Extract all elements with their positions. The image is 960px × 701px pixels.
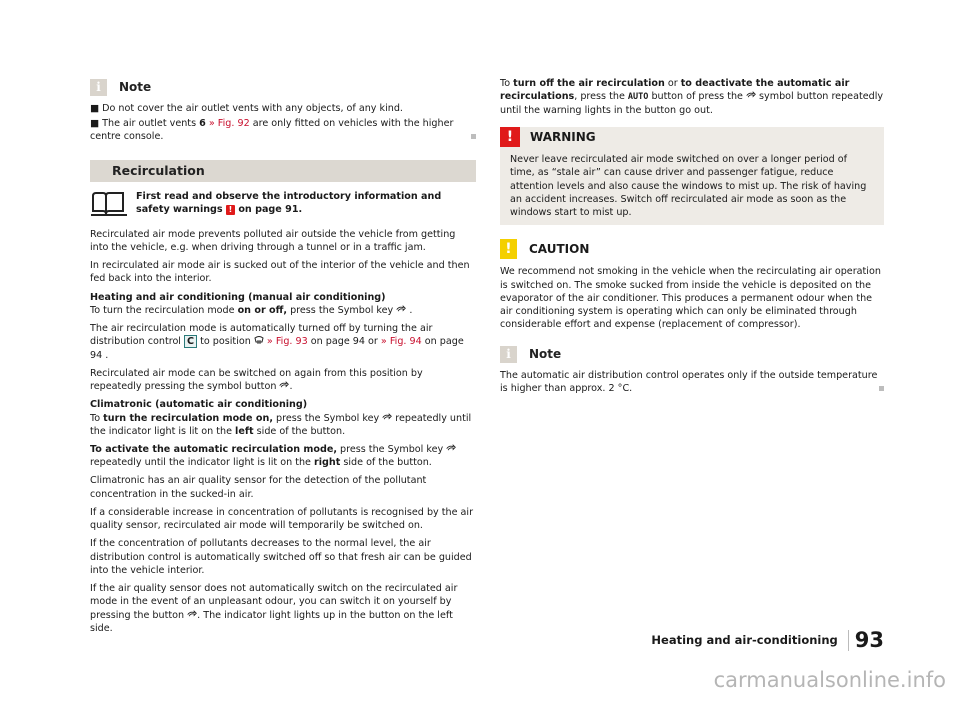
fig-92-link[interactable]: » Fig. 92 xyxy=(208,118,250,130)
paragraph: Recirculated air mode prevents polluted air outside the vehicle from getting into the vehicle, e.g. when driving through a tunnel or in a traffic jam. xyxy=(90,228,456,253)
caution-text: We recommend not smoking in the vehicle when the recirculating air operation is switched on. The smoke sucked from inside the vehicle is deposited on the evaporator of the air conditioner. This produces a permanent odour when the air conditioning system is operating which can only be eliminated through considerable effort and expense (replacement of compressor). xyxy=(500,266,881,331)
note-bullet-1: ■ Do not cover the air outlet vents with any objects, of any kind. xyxy=(90,103,403,114)
left-column xyxy=(90,79,476,640)
warning-text: Never leave recirculated air mode switched on over a longer period of time, as “stale air” can cause driver and passenger fatigue, reduce attention levels and also cause the windows to mist up. The risk of having an accident increases. Switch off recirculated air mode as soon as the windows start to mist up. xyxy=(510,154,867,219)
control-c-label: C xyxy=(184,335,197,348)
note-heading xyxy=(500,346,884,363)
paragraph: To turn the recirculation mode on, press the Symbol key repeatedly until the indicator light is lit on the left side of the button. xyxy=(90,412,472,437)
page-footer xyxy=(651,630,884,651)
caution-icon: ! xyxy=(500,239,517,259)
warning-heading xyxy=(500,127,884,147)
right-column xyxy=(500,77,884,400)
caution-heading xyxy=(500,239,884,259)
book-icon xyxy=(90,190,128,218)
recirculation-icon xyxy=(382,412,392,422)
paragraph: The air recirculation mode is automatically turned off by turning the air distribution control C to position » Fig. 93 on page 94 or » Fig. 94 on page 94 . xyxy=(90,323,464,361)
first-read-notice: First read and observe the introductory information and safety warnings ! on page 91. xyxy=(90,190,476,218)
info-icon: i xyxy=(500,346,517,363)
watermark: carmanualsonline.info xyxy=(713,668,946,693)
note-bullet-2: ■ The air outlet vents 6 » Fig. 92 are only fitted on vehicles with the higher centre console. xyxy=(90,117,476,143)
warning-box xyxy=(500,127,884,225)
paragraph: Recirculated air mode can be switched on again from this position by repeatedly pressing the symbol button . xyxy=(90,367,423,393)
recirculation-icon xyxy=(279,380,289,390)
section-heading-recirculation: Recirculation xyxy=(90,160,476,182)
recirculation-icon xyxy=(187,609,197,619)
note-title: Note xyxy=(119,80,152,95)
paragraph: Climatronic has an air quality sensor for the detection of the pollutant concentration in the sucked-in air. xyxy=(90,475,427,500)
paragraph: In recirculated air mode air is sucked out of the interior of the vehicle and then fed back into the interior. xyxy=(90,260,470,285)
fig-93-link[interactable]: » Fig. 93 xyxy=(266,336,308,348)
paragraph: If a considerable increase in concentration of pollutants is recognised by the air quality sensor, recirculated air mode will temporarily be switched on. xyxy=(90,506,474,532)
caution-title: CAUTION xyxy=(529,242,590,257)
paragraph: To activate the automatic recirculation mode, press the Symbol key repeatedly until the indicator light is lit on the right side of the button. xyxy=(90,443,476,469)
note-heading xyxy=(90,79,476,96)
note-title: Note xyxy=(529,346,562,361)
page-number: 93 xyxy=(848,630,884,651)
warning-icon: ! xyxy=(226,205,235,215)
paragraph: If the air quality sensor does not automatically switch on the recirculated air mode in the event of an unpleasant odour, you can switch it on yourself by pressing the button . The indicator light lights up in the button on the left side. xyxy=(90,583,458,634)
warning-title: WARNING xyxy=(530,129,596,144)
fig-94-link[interactable]: » Fig. 94 xyxy=(380,336,422,348)
auto-button-label: AUTO xyxy=(627,92,649,103)
subheading-climatronic: Climatronic (automatic air conditioning) xyxy=(90,399,308,411)
subheading-manual: Heating and air conditioning (manual air conditioning) xyxy=(90,291,386,303)
section-end-mark xyxy=(471,134,476,139)
warning-icon: ! xyxy=(500,127,520,147)
recirculation-icon xyxy=(396,304,406,314)
paragraph: To turn the recirculation mode on or off, press the Symbol key . xyxy=(90,304,413,316)
windscreen-defrost-icon xyxy=(254,335,264,345)
footer-chapter-title: Heating and air-conditioning xyxy=(651,633,838,648)
recirculation-icon xyxy=(446,443,456,453)
paragraph: To turn off the air recirculation or to deactivate the automatic air recirculations, press the AUTO button of press the symbol button repeatedly until the warning lights in the button go out. xyxy=(500,78,884,116)
section-end-mark xyxy=(879,386,884,391)
recirculation-icon xyxy=(746,90,756,100)
info-icon: i xyxy=(90,79,107,96)
note-text: The automatic air distribution control operates only if the outside temperature is higher than approx. 2 °C. xyxy=(500,369,884,395)
paragraph: If the concentration of pollutants decreases to the normal level, the air distribution control is automatically switched off so that fresh air can be guided into the vehicle interior. xyxy=(90,538,472,576)
